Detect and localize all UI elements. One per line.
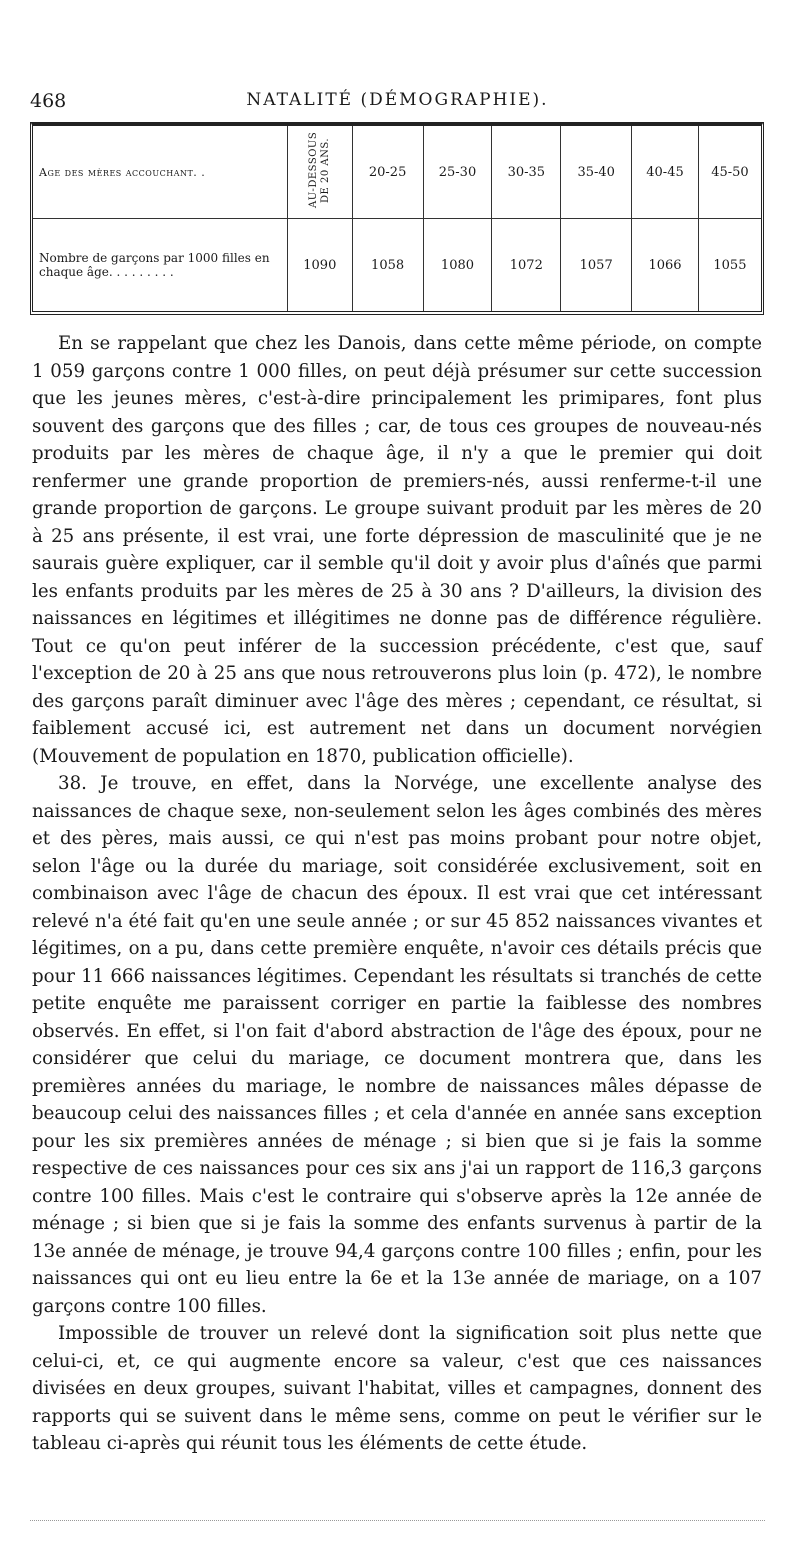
age-group-45-50: 45-50 bbox=[698, 126, 761, 219]
running-title: NATALITÉ (DÉMOGRAPHIE). bbox=[246, 90, 549, 110]
age-group-30-35: 30-35 bbox=[492, 126, 561, 219]
paragraph: 38. Je trouve, en effet, dans la Norvége, une excellente analyse des naissances de chaque sexe, non-seulement selon les âges combinés des mères et des pères, mais aussi, ce qui n'est pas moins probant pour notre objet, selon l'âge ou la durée du mariage, soit considérée exclusivement, soit en combinaison avec l'âge de chacun des époux. Il est vrai que cet intéressant relevé n'a été fait qu'en une seule année ; or sur 45 852 naissances vivantes et légitimes, on a pu, dans cette première enquête, n'avoir ces détails précis que pour 11 666 naissances légitimes. Cependant les résultats si tranchés de cette petite enquête me paraissent corriger en partie la faiblesse des nombres observés. En effet, si l'on fait d'abord abstraction de l'âge des époux, pour ne considérer que celui du mariage, ce document montrera que, dans les premières années du mariage, le nombre de naissances mâles dépasse de beaucoup celui des naissances filles ; et cela d'année en année sans exception pour les six premières années de ménage ; si bien que si je fais la somme respective de ces naissances pour ces six ans j'ai un rapport de 116,3 garçons contre 100 filles. Mais c'est le contraire qui s'observe après la 12e année de ménage ; si bien que si je fais la somme des enfants survenus à partir de la 13e année de ménage, je trouve 94,4 garçons contre 100 filles ; enfin, pour les naissances qui ont eu lieu entre la 6e et la 13e année de mariage, on a 107 garçons contre 100 filles. bbox=[32, 773, 762, 1317]
age-group-under-20: AU-DESSOUS DE 20 ANS. bbox=[287, 126, 352, 219]
age-group-35-40: 35-40 bbox=[561, 126, 632, 219]
age-group-25-30: 25-30 bbox=[423, 126, 492, 219]
paragraph: Impossible de trouver un relevé dont la signification soit plus nette que celui-ci, et, ce qui augmente encore sa valeur, c'est que ces naissances divisées en deux groupes, suivant l'habitat, villes et campagnes, donnent des rapports qui se suivent dans le même sens, comme on peut le vérifier sur le tableau ci-après qui réunit tous les éléments de cette étude. bbox=[32, 1323, 762, 1454]
table-header-row bbox=[33, 126, 761, 219]
value-cell: 1090 bbox=[287, 219, 352, 312]
row-header-label bbox=[33, 126, 287, 219]
body-text bbox=[32, 330, 762, 1458]
value-cell: 1080 bbox=[423, 219, 492, 312]
page-number: 468 bbox=[30, 90, 67, 112]
age-group-40-45: 40-45 bbox=[632, 126, 699, 219]
age-group-20-25: 20-25 bbox=[352, 126, 423, 219]
row-label: Nombre de garçons par 1000 filles en chaque âge. . . . . . . . . bbox=[33, 219, 287, 312]
value-cell: 1072 bbox=[492, 219, 561, 312]
table-row bbox=[33, 219, 761, 312]
statistics-table bbox=[30, 122, 764, 315]
row-header-text: Age des mères accouchant. . bbox=[39, 166, 206, 179]
page-header bbox=[30, 90, 765, 120]
paragraph: En se rappelant que chez les Danois, dans cette même période, on compte 1 059 garçons contre 1 000 filles, on peut déjà présumer sur cette succession que les jeunes mères, c'est-à-dire principalement les primipares, font plus souvent des garçons que des filles ; car, de tous ces groupes de nouveau-nés produits par les mères de chaque âge, il n'y a que le premier qui doit renfermer une grande proportion de premiers-nés, aussi renferme-t-il une grande proportion de garçons. Le groupe suivant produit par les mères de 20 à 25 ans présente, il est vrai, une forte dépression de masculinité que je ne saurais guère expliquer, car il semble qu'il doit y avoir plus d'aînés que parmi les enfants produits par les mères de 25 à 30 ans ? D'ailleurs, la division des naissances en légitimes et illégitimes ne donne pas de différence régulière. Tout ce qu'on peut inférer de la succession précédente, c'est que, sauf l'exception de 20 à 25 ans que nous retrouverons plus loin (p. 472), le nombre des garçons paraît diminuer avec l'âge des mères ; cependant, ce résultat, si faiblement accusé ici, est autrement net dans un document norvégien (Mouvement de population en 1870, publication officielle). bbox=[32, 333, 762, 767]
value-cell: 1055 bbox=[713, 257, 747, 273]
value-cell: 1066 bbox=[632, 219, 699, 312]
value-cell: 1057 bbox=[561, 219, 632, 312]
value-cell: 1058 bbox=[352, 219, 423, 312]
bottom-rule bbox=[30, 1520, 765, 1521]
